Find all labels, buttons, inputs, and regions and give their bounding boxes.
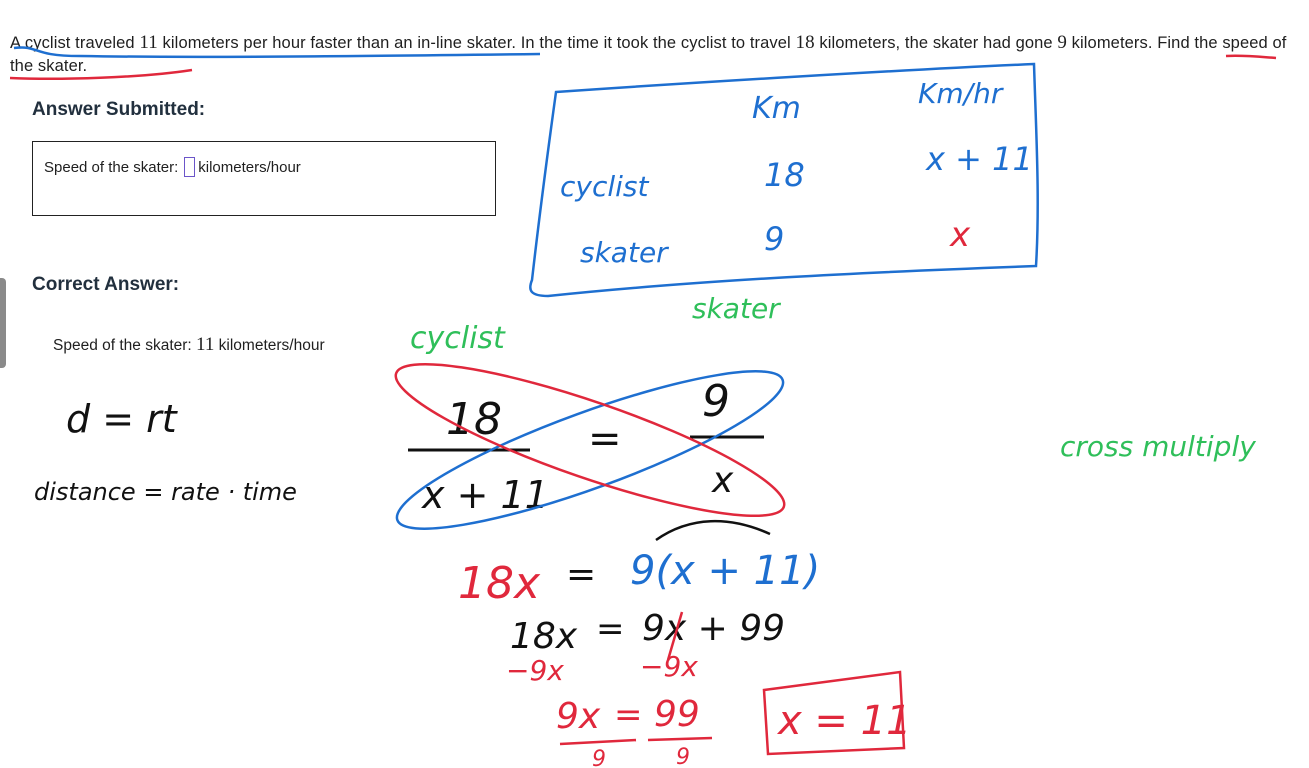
proportion-equals: = [588,416,622,462]
step2-right: 9x + 99 [642,608,786,649]
step3-right: −9x [640,650,698,683]
problem-number-1: 11 [139,32,158,53]
proportion-right-numerator: 9 [702,376,730,427]
label-skater: skater [692,292,780,325]
problem-number-2: 18 [795,32,815,53]
table-row-cyclist-label: cyclist [560,170,649,203]
problem-text-4: kilometers. Find the speed of the skater. [10,34,1287,75]
step4-left-denominator: 9 [592,747,606,768]
step4-left: 9x [556,696,601,737]
step4-left-bar [560,740,636,744]
correct-value: 11 [196,334,215,355]
problem-text-3: kilometers, the skater had gone [814,34,1058,52]
correct-label: Speed of the skater: [53,337,197,354]
formula-d-rt: d = rt [66,397,177,441]
table-col-km: Km [752,91,801,126]
step4-right: 99 [654,694,700,735]
label-cyclist: cyclist [410,321,505,356]
step4-right-denominator: 9 [676,745,690,768]
table-row-cyclist-km: 18 [764,156,805,194]
correct-unit: kilometers/hour [214,337,325,354]
problem-text-1: A cyclist traveled [10,34,140,52]
step4-equals: = [614,695,643,735]
proportion-right-denominator: x [712,460,734,501]
step1-left: 18x [458,558,541,609]
proportion-left-numerator: 18 [446,394,502,445]
table-row-skater-rate: x [950,215,971,255]
submitted-unit: kilometers/hour [198,158,301,176]
submitted-label: Speed of the skater: [44,158,179,176]
underline-cyclist-phrase [14,47,540,56]
step4-right-bar [648,738,712,740]
table-col-kmhr: Km/hr [918,77,1003,110]
formula-words: distance = rate · time [34,478,297,506]
step3-left: −9x [506,654,564,687]
problem-text-2: kilometers per hour faster than an in-line skater. In the time it took the cyclist to travel [157,34,796,52]
step2-equals: = [596,609,625,649]
step1-equals: = [566,554,597,595]
table-row-skater-label: skater [580,236,668,269]
label-cross-multiply: cross multiply [1060,430,1256,463]
step2-left: 18x [510,616,578,657]
final-answer: x = 11 [778,698,912,744]
table-row-skater-km: 9 [764,220,785,258]
problem-number-3: 9 [1057,32,1067,53]
table-row-cyclist-rate: x + 11 [926,140,1033,178]
step1-right: 9(x + 11) [630,548,821,594]
answer-submitted-heading: Answer Submitted: [32,99,206,120]
distribute-arc [656,521,770,540]
underline-find [1226,56,1276,58]
underline-speed-skater [10,70,192,79]
correct-answer-heading: Correct Answer: [32,274,180,295]
proportion-left-denominator: x + 11 [422,473,549,517]
